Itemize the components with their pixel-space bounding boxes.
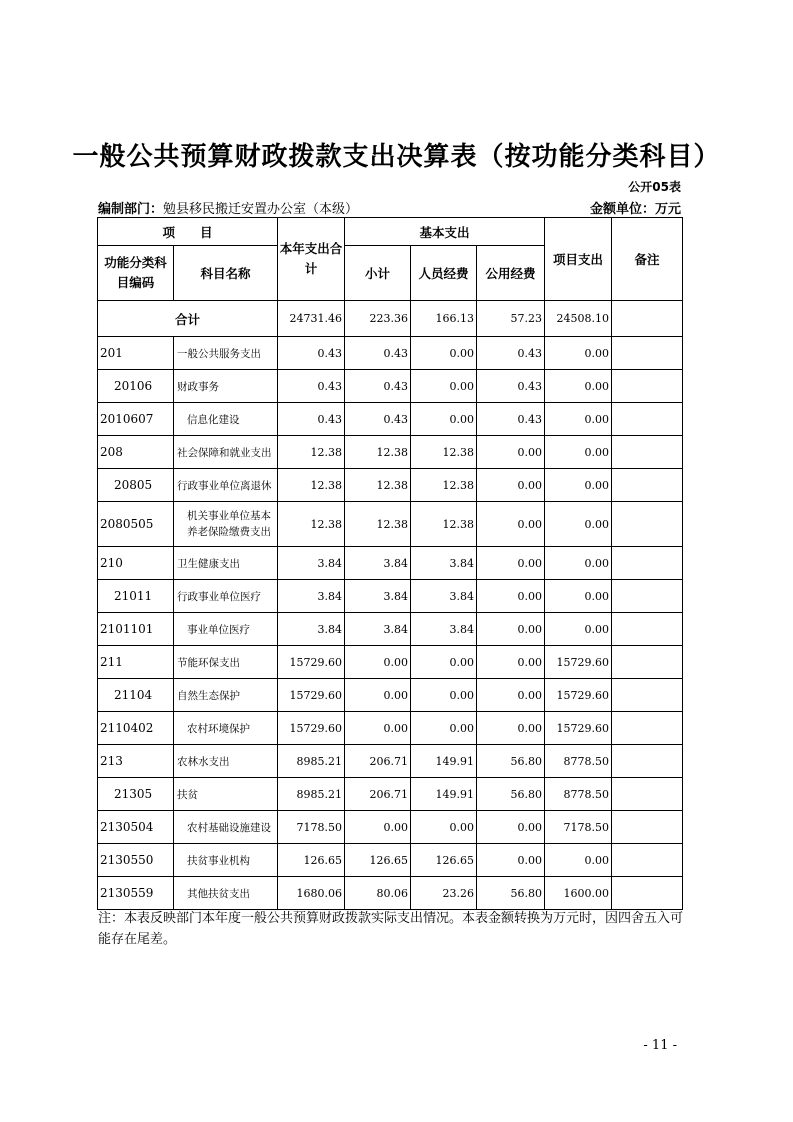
- cell-code: 20805: [98, 469, 174, 502]
- table-row: [98, 469, 683, 502]
- cell-year-total: 7178.50: [278, 811, 345, 844]
- cell-remark: [612, 844, 683, 877]
- cell-project: 0.00: [545, 436, 612, 469]
- department-label: 编制部门：: [98, 202, 164, 217]
- header-remark: 备注: [612, 218, 683, 301]
- cell-year-total: 15729.60: [278, 679, 345, 712]
- cell-name: 节能环保支出: [174, 646, 278, 679]
- header-func-code: 功能分类科目编码: [98, 246, 174, 301]
- cell-public-funds: 0.43: [477, 403, 545, 436]
- cell-subtotal: 12.38: [345, 469, 411, 502]
- cell-project: 0.00: [545, 613, 612, 646]
- cell-subtotal: 223.36: [345, 301, 411, 337]
- cell-public-funds: 0.00: [477, 811, 545, 844]
- cell-personnel: 12.38: [411, 502, 477, 547]
- cell-subtotal: 3.84: [345, 547, 411, 580]
- cell-project: 7178.50: [545, 811, 612, 844]
- table-row: [98, 844, 683, 877]
- cell-code: 21011: [98, 580, 174, 613]
- cell-public-funds: 0.00: [477, 502, 545, 547]
- cell-personnel: 3.84: [411, 613, 477, 646]
- cell-project: 0.00: [545, 370, 612, 403]
- cell-personnel: 0.00: [411, 403, 477, 436]
- cell-name: 卫生健康支出: [174, 547, 278, 580]
- cell-name: 信息化建设: [174, 403, 278, 436]
- table-row: [98, 811, 683, 844]
- cell-personnel: 149.91: [411, 745, 477, 778]
- cell-code: 208: [98, 436, 174, 469]
- cell-name: 扶贫事业机构: [174, 844, 278, 877]
- cell-personnel: 0.00: [411, 811, 477, 844]
- cell-personnel: 12.38: [411, 436, 477, 469]
- cell-code: 213: [98, 745, 174, 778]
- cell-name: 扶贫: [174, 778, 278, 811]
- cell-remark: [612, 502, 683, 547]
- cell-public-funds: 0.00: [477, 679, 545, 712]
- cell-remark: [612, 337, 683, 370]
- cell-remark: [612, 877, 683, 910]
- cell-public-funds: 0.00: [477, 436, 545, 469]
- cell-name: 农村基础设施建设: [174, 811, 278, 844]
- department-name: 勉县移民搬迁安置办公室（本级）: [163, 202, 359, 217]
- cell-personnel: 0.00: [411, 370, 477, 403]
- cell-year-total: 24731.46: [278, 301, 345, 337]
- cell-code: 211: [98, 646, 174, 679]
- department-line: [98, 198, 358, 217]
- table-row: [98, 646, 683, 679]
- cell-project: 0.00: [545, 502, 612, 547]
- cell-personnel: 3.84: [411, 547, 477, 580]
- cell-remark: [612, 745, 683, 778]
- cell-project: 0.00: [545, 844, 612, 877]
- cell-year-total: 8985.21: [278, 745, 345, 778]
- cell-subtotal: 0.00: [345, 811, 411, 844]
- cell-personnel: 0.00: [411, 646, 477, 679]
- cell-public-funds: 0.00: [477, 469, 545, 502]
- table-row: [98, 877, 683, 910]
- cell-subtotal: 12.38: [345, 436, 411, 469]
- cell-year-total: 1680.06: [278, 877, 345, 910]
- cell-remark: [612, 679, 683, 712]
- cell-public-funds: 56.80: [477, 745, 545, 778]
- cell-year-total: 3.84: [278, 580, 345, 613]
- cell-year-total: 0.43: [278, 337, 345, 370]
- table-row: [98, 580, 683, 613]
- cell-code: 20106: [98, 370, 174, 403]
- cell-code: 2130550: [98, 844, 174, 877]
- table-row: [98, 745, 683, 778]
- cell-remark: [612, 547, 683, 580]
- cell-year-total: 0.43: [278, 403, 345, 436]
- cell-public-funds: 0.00: [477, 580, 545, 613]
- cell-remark: [612, 469, 683, 502]
- table-row: [98, 679, 683, 712]
- cell-public-funds: 0.43: [477, 370, 545, 403]
- cell-public-funds: 56.80: [477, 778, 545, 811]
- cell-code: 2130559: [98, 877, 174, 910]
- cell-remark: [612, 712, 683, 745]
- cell-code: 21104: [98, 679, 174, 712]
- cell-year-total: 12.38: [278, 469, 345, 502]
- header-basic: 基本支出: [345, 218, 545, 246]
- cell-year-total: 126.65: [278, 844, 345, 877]
- cell-name: 社会保障和就业支出: [174, 436, 278, 469]
- cell-personnel: 23.26: [411, 877, 477, 910]
- page-number: - 11 -: [643, 1038, 677, 1053]
- cell-year-total: 15729.60: [278, 712, 345, 745]
- cell-code: 2101101: [98, 613, 174, 646]
- cell-subtotal: 206.71: [345, 778, 411, 811]
- table-row: [98, 778, 683, 811]
- cell-personnel: 149.91: [411, 778, 477, 811]
- cell-public-funds: 0.00: [477, 646, 545, 679]
- cell-code: 210: [98, 547, 174, 580]
- cell-name: 财政事务: [174, 370, 278, 403]
- cell-remark: [612, 778, 683, 811]
- header-subtotal: 小计: [345, 246, 411, 301]
- cell-subtotal: 3.84: [345, 613, 411, 646]
- cell-public-funds: 0.00: [477, 712, 545, 745]
- cell-subtotal: 0.00: [345, 646, 411, 679]
- cell-public-funds: 57.23: [477, 301, 545, 337]
- cell-name: 农林水支出: [174, 745, 278, 778]
- cell-remark: [612, 403, 683, 436]
- cell-public-funds: 0.00: [477, 613, 545, 646]
- cell-public-funds: 56.80: [477, 877, 545, 910]
- cell-year-total: 12.38: [278, 436, 345, 469]
- expenditure-table: [97, 217, 683, 910]
- cell-subtotal: 0.43: [345, 403, 411, 436]
- cell-remark: [612, 301, 683, 337]
- cell-code: 2080505: [98, 502, 174, 547]
- cell-public-funds: 0.00: [477, 547, 545, 580]
- cell-remark: [612, 811, 683, 844]
- header-year-total: 本年支出合计: [278, 218, 345, 301]
- cell-subtotal: 0.00: [345, 679, 411, 712]
- amount-unit: 金额单位：万元: [589, 202, 681, 217]
- cell-subtotal: 206.71: [345, 745, 411, 778]
- cell-subtotal: 80.06: [345, 877, 411, 910]
- cell-code: 21305: [98, 778, 174, 811]
- cell-personnel: 3.84: [411, 580, 477, 613]
- cell-name: 行政事业单位医疗: [174, 580, 278, 613]
- header-subject-name: 科目名称: [174, 246, 278, 301]
- cell-remark: [612, 436, 683, 469]
- cell-personnel: 166.13: [411, 301, 477, 337]
- cell-public-funds: 0.00: [477, 844, 545, 877]
- cell-remark: [612, 646, 683, 679]
- cell-project: 0.00: [545, 337, 612, 370]
- table-row: [98, 613, 683, 646]
- cell-year-total: 3.84: [278, 613, 345, 646]
- cell-code: 2110402: [98, 712, 174, 745]
- cell-subtotal: 126.65: [345, 844, 411, 877]
- cell-project: 0.00: [545, 580, 612, 613]
- footnote: 注：本表反映部门本年度一般公共预算财政拨款实际支出情况。本表金额转换为万元时，因四舍五入可能存在尾差。: [98, 911, 684, 947]
- cell-project: 15729.60: [545, 646, 612, 679]
- cell-personnel: 0.00: [411, 712, 477, 745]
- cell-remark: [612, 370, 683, 403]
- cell-code: 2130504: [98, 811, 174, 844]
- cell-project: 8778.50: [545, 778, 612, 811]
- cell-name: 自然生态保护: [174, 679, 278, 712]
- table-row: [98, 712, 683, 745]
- header-item: 项 目: [98, 218, 278, 246]
- cell-remark: [612, 613, 683, 646]
- cell-public-funds: 0.43: [477, 337, 545, 370]
- cell-subtotal: 3.84: [345, 580, 411, 613]
- cell-project: 8778.50: [545, 745, 612, 778]
- cell-personnel: 126.65: [411, 844, 477, 877]
- table-row: [98, 547, 683, 580]
- cell-code: 2010607: [98, 403, 174, 436]
- cell-personnel: 0.00: [411, 337, 477, 370]
- cell-name: 其他扶贫支出: [174, 877, 278, 910]
- cell-name: 行政事业单位离退休: [174, 469, 278, 502]
- cell-code: 201: [98, 337, 174, 370]
- cell-project: 0.00: [545, 547, 612, 580]
- cell-year-total: 15729.60: [278, 646, 345, 679]
- cell-project: 24508.10: [545, 301, 612, 337]
- form-number: 公开05表: [628, 180, 681, 194]
- header-public-funds: 公用经费: [477, 246, 545, 301]
- table-row: [98, 370, 683, 403]
- header-personnel: 人员经费: [411, 246, 477, 301]
- cell-year-total: 0.43: [278, 370, 345, 403]
- table-row: [98, 403, 683, 436]
- total-label: 合计: [98, 301, 278, 337]
- table-row: [98, 502, 683, 547]
- cell-project: 15729.60: [545, 712, 612, 745]
- cell-personnel: 12.38: [411, 469, 477, 502]
- table-row: [98, 337, 683, 370]
- cell-remark: [612, 580, 683, 613]
- cell-subtotal: 0.00: [345, 712, 411, 745]
- cell-project: 0.00: [545, 469, 612, 502]
- cell-name: 机关事业单位基本养老保险缴费支出: [174, 502, 278, 547]
- cell-subtotal: 0.43: [345, 370, 411, 403]
- cell-subtotal: 0.43: [345, 337, 411, 370]
- page-title: 一般公共预算财政拨款支出决算表（按功能分类科目）: [72, 142, 721, 172]
- cell-project: 15729.60: [545, 679, 612, 712]
- cell-personnel: 0.00: [411, 679, 477, 712]
- cell-name: 一般公共服务支出: [174, 337, 278, 370]
- cell-name: 农村环境保护: [174, 712, 278, 745]
- cell-subtotal: 12.38: [345, 502, 411, 547]
- cell-year-total: 8985.21: [278, 778, 345, 811]
- table-row: [98, 436, 683, 469]
- cell-project: 1600.00: [545, 877, 612, 910]
- cell-year-total: 3.84: [278, 547, 345, 580]
- cell-year-total: 12.38: [278, 502, 345, 547]
- cell-name: 事业单位医疗: [174, 613, 278, 646]
- header-project: 项目支出: [545, 218, 612, 301]
- cell-project: 0.00: [545, 403, 612, 436]
- total-row: [98, 301, 683, 337]
